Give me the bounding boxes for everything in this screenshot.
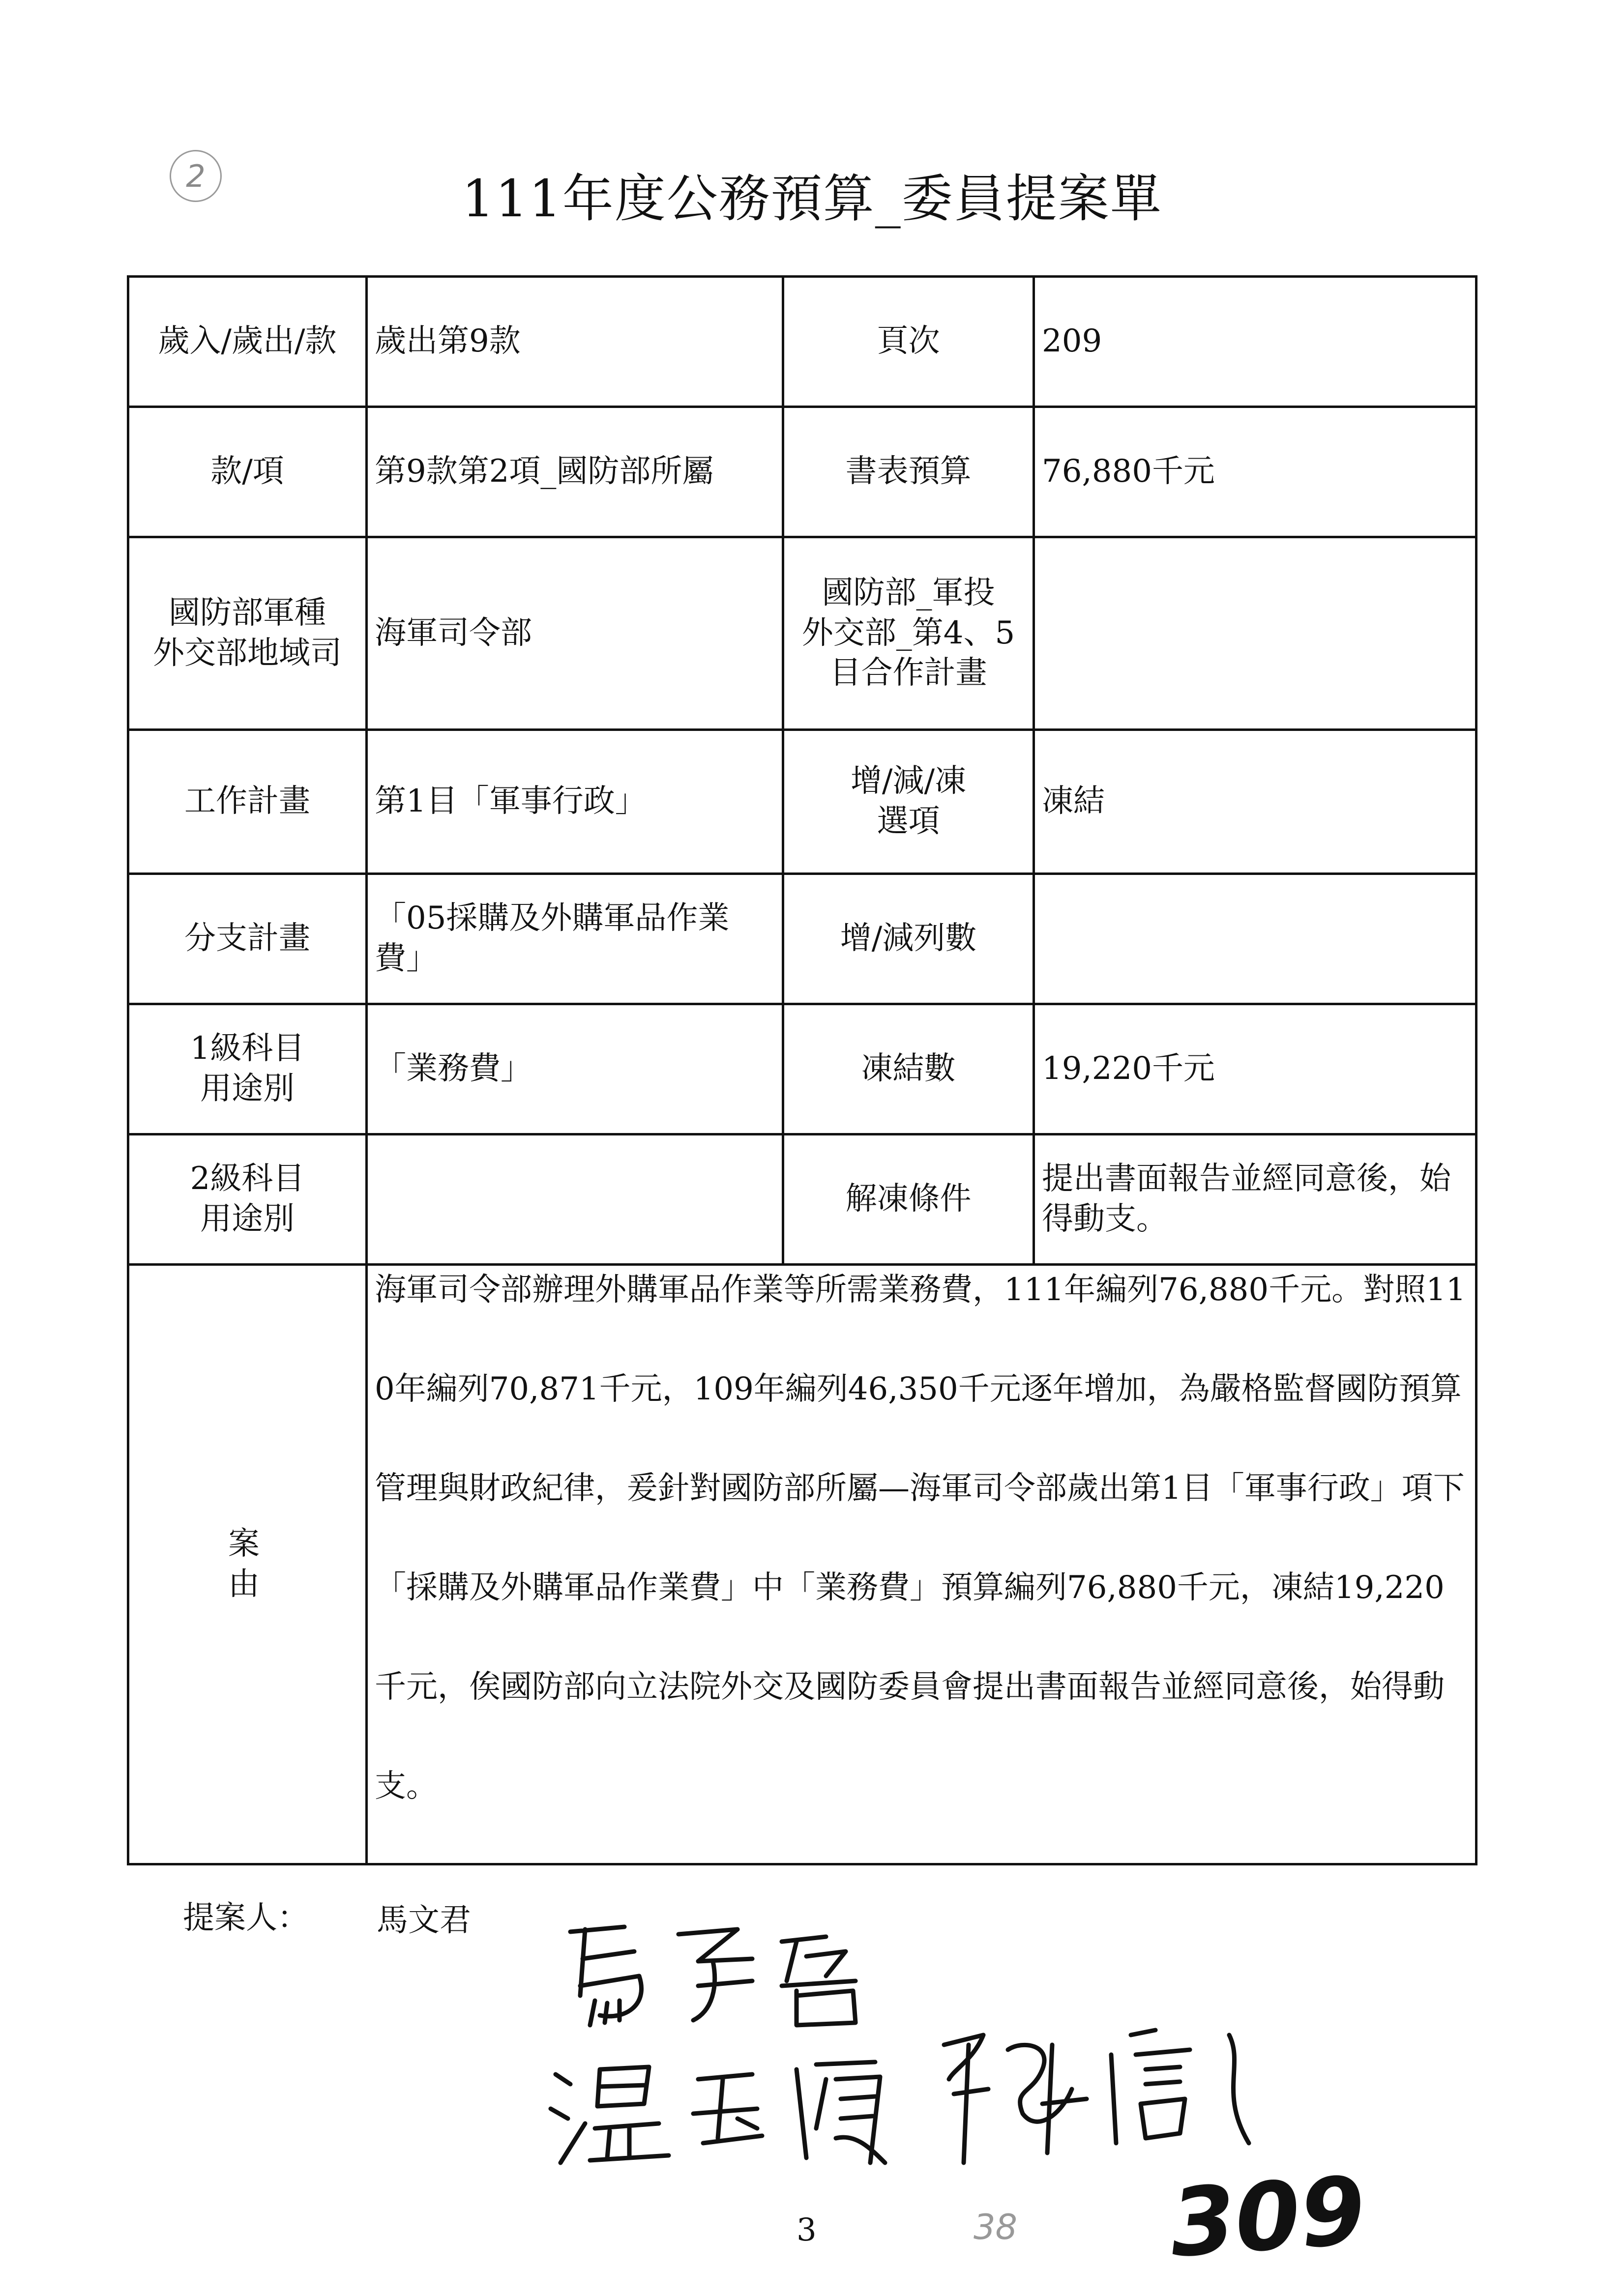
field-label: 書表預算 [783,407,1034,537]
field-value: 209 [1034,277,1476,407]
field-value [1034,537,1476,730]
handwritten-signature-3 [924,2015,1278,2173]
form-row [128,874,1476,1004]
handwritten-signature-1 [551,1912,895,2040]
field-label-line: 2級科目 [190,1161,305,1197]
field-label: 頁次 [783,277,1034,407]
field-value: 凍結 [1034,730,1476,874]
field-value: 海軍司令部 [367,537,783,730]
field-value: 19,220千元 [1034,1004,1476,1134]
reason-cell [367,1265,1476,1864]
field-label: 解凍條件 [783,1134,1034,1265]
field-value [1034,874,1476,1004]
proposer-name: 馬文君 [377,1902,471,1939]
field-label: 款/項 [128,407,367,537]
field-value: 「05採購及外購軍品作業費」 [367,874,783,1004]
field-label-line: 用途別 [200,1201,295,1237]
reason-row [128,1265,1476,1864]
handwritten-gray-number: 38 [974,2207,1018,2247]
form-row [128,1134,1476,1265]
form-row [128,277,1476,407]
reason-label: 案由 [128,1265,367,1864]
field-label [128,537,367,730]
form-row [128,537,1476,730]
field-label-line: 選項 [877,803,940,840]
handwritten-signature-2 [541,2040,915,2178]
field-label [128,1004,367,1134]
field-label: 增/減列數 [783,874,1034,1004]
field-label [128,1134,367,1265]
form-row [128,407,1476,537]
field-label-line: 目合作計畫 [829,655,987,692]
proposal-form-table [127,275,1477,1865]
document-title: 111年度公務預算_委員提案單 [462,169,1162,229]
reason-text: 海軍司令部辦理外購軍品作業等所需業務費，111年編列76,880千元。對照110年編列70,871千元，109年編列46,350千元逐年增加，為嚴格監督國防預算管理與財政紀律，爰針對國防部所屬—海軍司令部歲出第1目「軍事行政」項下「採購及外購軍品作業費」中「業務費」預算編列76,880千元，凍結19,220千元，俟國防部向立法院外交及國防委員會提出書面報告並經同意後，始得動支。 [375,1272,1466,1804]
field-value: 76,880千元 [1034,407,1476,537]
field-label-line: 增/減/凍 [850,763,967,800]
field-label-line: 1級科目 [190,1030,305,1067]
field-value: 第1目「軍事行政」 [367,730,783,874]
field-value: 歲出第9款 [367,277,783,407]
field-label-line: 用途別 [200,1071,295,1107]
field-value: 第9款第2項_國防部所屬 [367,407,783,537]
field-label: 歲入/歲出/款 [128,277,367,407]
circled-number-mark: 2 [170,150,222,202]
field-label: 工作計畫 [128,730,367,874]
field-label-line: 外交部地域司 [153,635,342,671]
form-row [128,730,1476,874]
field-label-line: 國防部軍種 [169,594,326,631]
field-value: 「業務費」 [367,1004,783,1134]
field-label [783,537,1034,730]
proposer-label: 提案人： [183,1900,309,1936]
field-label-line: 外交部_第4、5 [801,614,1015,651]
field-value: 提出書面報告並經同意後，始得動支。 [1034,1134,1476,1265]
handwritten-page-number: 309 [1166,2156,1369,2278]
field-value [367,1134,783,1265]
field-label: 分支計畫 [128,874,367,1004]
field-label-line: 國防部_軍投 [822,574,995,611]
field-label [783,730,1034,874]
field-label: 凍結數 [783,1004,1034,1134]
page-number: 3 [797,2212,817,2248]
form-row [128,1004,1476,1134]
